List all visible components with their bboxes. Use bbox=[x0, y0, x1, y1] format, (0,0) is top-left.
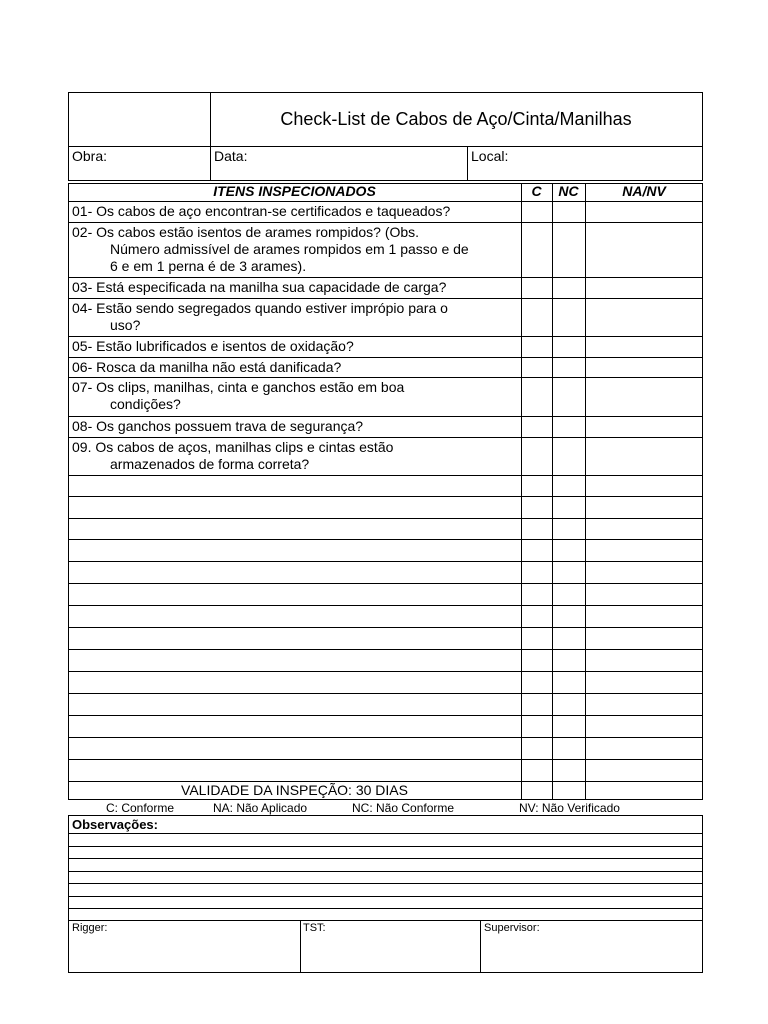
legend-nao-verificado: NV: Não Verificado bbox=[519, 801, 620, 815]
obra-label: Obra: bbox=[72, 148, 108, 164]
row-line bbox=[68, 437, 703, 438]
row-line bbox=[68, 201, 703, 202]
legend-nao-conforme: NC: Não Conforme bbox=[352, 801, 455, 815]
item-line: 05- Estão lubrificados e isentos de oxidação? bbox=[72, 338, 354, 354]
list-item bbox=[72, 439, 522, 473]
row-line bbox=[68, 583, 703, 584]
list-item bbox=[72, 203, 522, 220]
header-title-divider bbox=[68, 146, 703, 147]
item-line: 07- Os clips, manilhas, cinta e ganchos estão em boa bbox=[72, 379, 405, 395]
row-line bbox=[68, 277, 703, 278]
row-line bbox=[68, 649, 703, 650]
header-obra-divider bbox=[210, 146, 211, 181]
row-line bbox=[68, 518, 703, 519]
item-line: condições? bbox=[110, 396, 181, 412]
row-line bbox=[68, 298, 703, 299]
col-divider-nc bbox=[552, 183, 553, 800]
item-line: 06- Rosca da manilha não está danificada? bbox=[72, 359, 342, 375]
rigger-signature-field[interactable]: Rigger: bbox=[72, 922, 108, 934]
header-local-divider bbox=[467, 146, 468, 181]
page-title: Check-List de Cabos de Aço/Cinta/Manilhas bbox=[280, 109, 632, 129]
item-line: 09. Os cabos de aços, manilhas clips e cintas estão bbox=[72, 439, 394, 455]
list-item bbox=[72, 338, 522, 355]
row-line bbox=[68, 222, 703, 223]
row-line bbox=[68, 737, 703, 738]
col-divider-nanv bbox=[585, 183, 586, 800]
row-line bbox=[68, 377, 703, 378]
item-line: uso? bbox=[110, 317, 141, 333]
row-line bbox=[68, 671, 703, 672]
data-label: Data: bbox=[214, 148, 248, 164]
observation-line bbox=[68, 858, 703, 859]
observations-label: Observações: bbox=[72, 817, 158, 832]
items-header: ITENS INSPECIONADOS bbox=[213, 183, 376, 199]
signature-col-divider bbox=[300, 920, 301, 973]
row-line bbox=[68, 539, 703, 540]
col-divider-c bbox=[521, 183, 522, 800]
c-header: C bbox=[531, 183, 542, 199]
header-logo-divider bbox=[210, 92, 211, 146]
item-line: Número admissível de arames rompidos em 1 passo e de bbox=[110, 241, 469, 257]
observation-line bbox=[68, 908, 703, 909]
list-item bbox=[72, 359, 522, 376]
row-line bbox=[68, 627, 703, 628]
legend-conforme: C: Conforme bbox=[106, 801, 175, 815]
list-item bbox=[72, 379, 522, 413]
row-line bbox=[68, 357, 703, 358]
legend-nao-aplicado: NA: Não Aplicado bbox=[213, 801, 308, 815]
tst-signature-field[interactable]: TST: bbox=[303, 922, 326, 934]
nanv-header: NA/NV bbox=[622, 183, 666, 199]
observation-line bbox=[68, 833, 703, 834]
row-line bbox=[68, 693, 703, 694]
row-line bbox=[68, 336, 703, 337]
row-line bbox=[68, 715, 703, 716]
item-line: 02- Os cabos estão isentos de arames rompidos? (Obs. bbox=[72, 224, 420, 240]
list-item bbox=[72, 418, 522, 435]
row-line bbox=[68, 605, 703, 606]
items-table bbox=[68, 183, 703, 800]
signature-col-divider bbox=[480, 920, 481, 973]
signature-divider bbox=[68, 920, 703, 921]
local-label: Local: bbox=[471, 148, 509, 164]
item-line: 04- Estão sendo segregados quando estiver imprópio para o bbox=[72, 300, 448, 316]
supervisor-signature-field[interactable]: Supervisor: bbox=[484, 922, 540, 934]
list-item bbox=[72, 300, 522, 334]
row-line bbox=[68, 496, 703, 497]
row-line bbox=[68, 416, 703, 417]
item-line: 03- Está especificada na manilha sua capacidade de carga? bbox=[72, 279, 447, 295]
list-item bbox=[72, 224, 522, 275]
item-line: armazenados de forma correta? bbox=[110, 456, 310, 472]
item-line: 01- Os cabos de aço encontran-se certificados e taqueados? bbox=[72, 203, 451, 219]
row-line bbox=[68, 561, 703, 562]
item-line: 6 e em 1 perna é de 3 arames). bbox=[110, 258, 307, 274]
list-item bbox=[72, 279, 522, 296]
form-header bbox=[68, 92, 703, 181]
observation-line bbox=[68, 896, 703, 897]
observation-line bbox=[68, 883, 703, 884]
nc-header: NC bbox=[558, 183, 579, 199]
row-line bbox=[68, 759, 703, 760]
item-line: 08- Os ganchos possuem trava de segurança? bbox=[72, 418, 364, 434]
observations-box bbox=[68, 815, 703, 973]
row-line bbox=[68, 475, 703, 476]
observation-line bbox=[68, 846, 703, 847]
validity-note: VALIDADE DA INSPEÇÃO: 30 DIAS bbox=[181, 782, 408, 798]
observation-line bbox=[68, 871, 703, 872]
